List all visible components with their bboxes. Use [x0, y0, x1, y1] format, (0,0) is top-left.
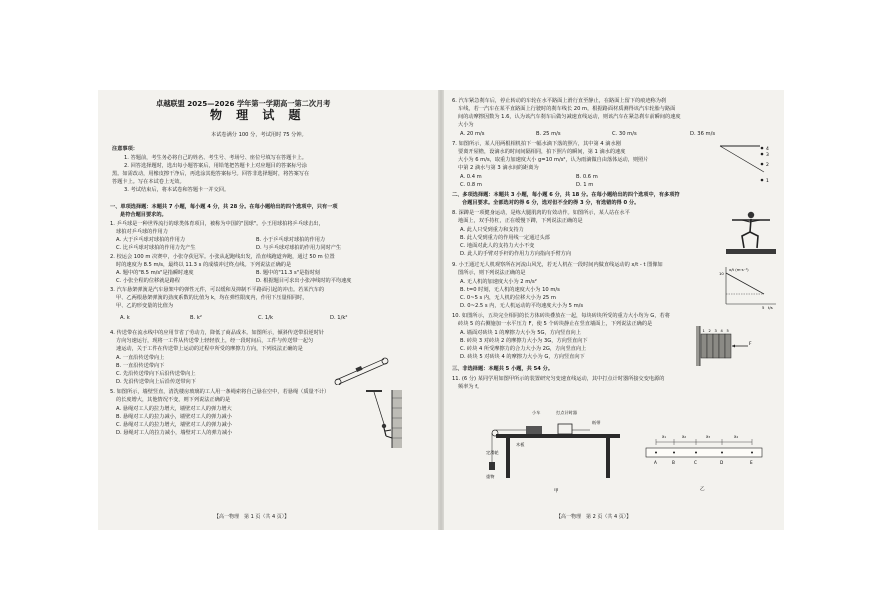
q6-stem: 间的动摩擦因数为 1.6，认为该汽车刹车后做匀减速直线运动，则该汽车在紧急刹车前瞬间的速度: [458, 114, 681, 120]
exam-page-2: [446, 90, 784, 530]
notes-line: 1. 答题前，考生务必将自己的姓名、考生号、考场号、座位号填写在答题卡上。: [124, 155, 307, 161]
figure-caption: 甲: [554, 489, 559, 494]
q2-option: A. 题中的"8.5 m/s"是指瞬时速度: [116, 270, 194, 276]
q7-option: D. 1 m: [576, 182, 594, 188]
q5-option: A. 悬绳对工人的拉力增大，墙壁对工人的弹力增大: [116, 406, 232, 412]
q8-option: A. 此人只受到重力和支持力: [460, 227, 524, 233]
q5-option: D. 悬绳对工人的拉力减小，墙壁对工人的弹力减小: [116, 430, 233, 436]
q6-option: C. 30 m/s: [612, 131, 637, 137]
brick-label: 3: [714, 329, 717, 333]
water-drops-figure: [716, 142, 776, 188]
q4-stem: 4. 传送带在流水线中的应用节省了劳动力，降低了商品成本。如图所示，倾斜传送带沿逆时针: [110, 330, 325, 336]
squat-figure: [726, 206, 776, 256]
q6-stem: 车线，若一汽车在某平直路面上行驶时的刹车线长 20 m，根据路面材质测得该汽车轮胎与路面: [458, 106, 676, 112]
drop-label: 3: [766, 153, 769, 158]
q9-option: C. 0~5 s 内，无人机的位移大小为 25 m: [460, 295, 556, 301]
q4-stem: 速运动，关于工件在传送带上运动的过程中所受的摩擦力方向，下列说法正确的是: [116, 346, 303, 352]
exam-subject: 物 理 试 题: [210, 108, 306, 122]
section2-heading: 二、多项选择题：本题共 3 小题，每小题 6 分，共 18 分。在每小题给出的四个选项中，有多项符: [452, 192, 680, 198]
q6-stem: 大小为: [458, 122, 474, 128]
q5-stem: 的长度增大，其他情况不变，则下列说法正确的是: [116, 397, 231, 403]
notes-heading: 注意事项：: [112, 146, 138, 152]
q2-stem: 时的速度为 8.5 m/s，最终以 11.3 s 的成绩冲过终点线。下列说法正确的是: [116, 262, 292, 268]
q4-stem: 方向匀速运行，现将一工件从传送带上轻轻放上，经一段时间后，工件与传送带一起匀: [116, 338, 314, 344]
q6-stem: 6. 汽车紧急刹车后，停止转动的车轮在水平路面上滑行直至静止，在路面上留下的痕迹称为刹: [452, 98, 667, 104]
graph-tick-label: 10: [719, 271, 724, 276]
exam-page-1: [98, 90, 436, 530]
exam-title: 卓越联盟 2025—2026 学年第一学期高一第二次月考: [156, 99, 331, 108]
point-label: E: [750, 460, 753, 465]
q10-stem: 砖块 5 的右侧施加一水平压力 F，使 5 个砖块静止在竖直墙面上，下列说法正确的是: [458, 321, 653, 327]
graph-axis-label: t/s: [768, 305, 773, 310]
q1-stem: 1. 乒乓球是一种世界流行的球类体育项目，被称为中国的"国球"。小王用球拍将乒乓球击出，: [110, 221, 324, 227]
q10-option: B. 砖块 3 对砖块 2 的摩擦力大小为 3G，方向竖直向下: [460, 338, 588, 344]
q11-stem: 11. (6 分) 某同学用如图甲所示的装置研究匀变速直线运动，其中打点计时器所接交变电源的: [452, 376, 665, 382]
q3-stem: 甲、乙的形变量的比值为: [116, 303, 174, 309]
q8-option: B. 此人受到重力的作用线一定通过头部: [460, 235, 550, 241]
scanned-exam-sheet: [98, 90, 784, 530]
brick-label: 2: [708, 329, 711, 333]
q3-stem: 3. 汽车悬架弹簧是汽车悬架中的弹性元件，可以缓和及抑制不平路面引起的冲击。若某汽车的: [110, 287, 325, 293]
window-cleaner-figure: [356, 390, 404, 448]
q1-option: D. 与乒乓球对球拍的作用力同时产生: [256, 245, 342, 251]
section2-heading: 合题目要求。全部选对的得 6 分，选对但不全的得 3 分，有选错的得 0 分。: [462, 200, 640, 206]
page-footer: 【高一物理 第 2 页（共 4 页）】: [556, 514, 632, 520]
apparatus-label: 纸带: [592, 420, 601, 425]
section3-heading: 三、非选择题：本题共 5 小题，共 54 分。: [452, 366, 554, 372]
notes-line: 黑。如需改动，用橡皮擦干净后，再选涂其他答案标号。回答非选择题时，将答案写在: [112, 171, 310, 177]
xt-t-graph-figure: [718, 264, 780, 310]
q1-option: B. 小于乒乓球对球拍的作用力: [256, 237, 326, 243]
q7-stem: 要离开屋檐，设滴水的时间间隔相同，拍下照片的瞬间，第 1 滴水的速度: [458, 149, 626, 155]
q3-option: B. k²: [190, 315, 202, 321]
graph-tick-label: 5: [762, 305, 765, 310]
q2-option: C. 小张全程的位移就是路程: [116, 278, 180, 284]
page-gutter: [438, 90, 444, 530]
q1-stem: 球拍对乒乓球的作用力: [116, 229, 168, 235]
q6-option: B. 25 m/s: [536, 131, 561, 137]
q8-stem: 地面上，双手持杠，正在缓慢下蹲，下列说法正确的是: [458, 218, 583, 224]
q10-stem: 10. 如图所示，五块完全相同的长方体砖块叠放在一起，每块砖块所受的重力大小均为 G，若将: [452, 313, 670, 319]
q3-option: A. k: [120, 315, 130, 321]
q9-option: A. 无人机的加速度大小为 2 m/s²: [460, 279, 537, 285]
q8-option: D. 此人的手臂对手杆的作用力方向指向手臂方向: [460, 251, 572, 257]
point-label: D: [720, 460, 724, 465]
q10-option: C. 砖块 4 所受摩擦力的合力大小为 2G，方向竖直向上: [460, 346, 587, 352]
q10-option: D. 砖块 5 对砖块 4 的摩擦力大小为 G，方向竖直向下: [460, 354, 585, 360]
q5-option: C. 悬绳对工人的拉力增大，墙壁对工人的弹力减小: [116, 422, 232, 428]
q2-stem: 2. 校运会 100 m 决赛中，小张夺获冠军。小张从起跑线出发，沿直线跑道奔跑，通过 50 m 位置: [110, 254, 335, 260]
q7-option: B. 0.6 m: [576, 174, 598, 180]
section1-heading: 一、单项选择题：本题共 7 小题，每小题 4 分，共 28 分。在每小题给出的四个选项中，只有一项: [110, 204, 338, 210]
bricks-figure: [694, 326, 756, 366]
apparatus-label: 木板: [516, 442, 525, 447]
apparatus-label: 打点计时器: [556, 410, 577, 415]
q7-option: A. 0.4 m: [460, 174, 482, 180]
q7-stem: 中第 2 滴水与第 3 滴水间的距离为: [458, 165, 539, 171]
q9-option: D. 0~2.5 s 内，无人机运动的平均速度大小为 5 m/s: [460, 303, 584, 309]
point-label: C: [694, 460, 697, 465]
page-footer: 【高一物理 第 1 页（共 4 页）】: [214, 514, 290, 520]
q4-option: D. 先沿传送带向上后沿传送带向下: [116, 379, 196, 385]
conveyor-belt-figure: [330, 353, 392, 385]
notes-line: 答题卡上。写在本试卷上无效。: [112, 179, 185, 185]
apparatus-label: 定滑轮: [486, 450, 499, 455]
q7-option: C. 0.8 m: [460, 182, 482, 188]
figure-caption: 乙: [700, 487, 705, 492]
q2-option: D. 根据题目可求出小张冲线时的平均速度: [256, 278, 352, 284]
notes-line: 3. 考试结束后，将本试卷和答题卡一并交回。: [124, 187, 230, 193]
drop-label: 1: [766, 179, 769, 184]
q11-stem: 频率为 f。: [458, 384, 483, 390]
q1-option: C. 比乒乓球对球拍的作用力先产生: [116, 245, 196, 251]
q4-option: C. 先沿传送带向下后沿传送带向上: [116, 371, 196, 377]
q6-option: D. 36 m/s: [690, 131, 716, 137]
q7-stem: 大小为 6 m/s，取重力加速度大小 g=10 m/s²，认为雨滴做自由落体运动，则照片: [458, 157, 649, 163]
q9-stem: 图所示，则下列说法正确的是: [458, 270, 526, 276]
q5-stem: 5. 如图所示，墙壁竖直，清洗楼房玻璃的工人用一条绳索将自己悬在空中，若悬绳（质量不计）: [110, 389, 330, 395]
point-label: B: [672, 460, 675, 465]
q5-option: B. 悬绳对工人的拉力减小，墙壁对工人的弹力减小: [116, 414, 232, 420]
segment-label: x₁: [662, 434, 666, 439]
q4-option: A. 一直沿传送带向上: [116, 355, 165, 361]
q8-stem: 8. 深蹲是一项健身运动，是练大腿肌肉的有效动作。如图所示，某人站在水平: [452, 210, 630, 216]
segment-label: x₃: [706, 434, 710, 439]
drop-label: 4: [766, 147, 769, 152]
q6-option: A. 20 m/s: [460, 131, 485, 137]
q2-option: B. 题中的"11.3 s"是指时刻: [256, 270, 320, 276]
segment-label: x₂: [682, 434, 686, 439]
segment-label: x₄: [734, 434, 738, 439]
force-label: F: [749, 342, 752, 347]
paper-tape-figure: [644, 428, 764, 496]
graph-axis-label: x/t (m·s⁻¹): [729, 267, 749, 272]
q7-stem: 7. 如图所示，某人用两根相机拍下一幅水滴下落的照片，其中第 4 滴水刚: [452, 141, 621, 147]
q8-option: C. 地面对此人的支持力大小不变: [460, 243, 535, 249]
q9-stem: 9. 小王通过无人机观察所在河流山风光，若无人机在一段时间内做直线运动的 x/t - t 图像如: [452, 262, 663, 268]
q9-option: B. t=0 时刻，无人机的速度大小为 10 m/s: [460, 287, 560, 293]
drop-label: 2: [766, 163, 769, 168]
q3-option: D. 1/k²: [330, 315, 348, 321]
exam-info: 本试卷满分 100 分，考试用时 75 分钟。: [211, 132, 307, 138]
section1-heading: 是符合题目要求的。: [120, 212, 167, 218]
apparatus-label: 重物: [486, 474, 495, 479]
q1-option: A. 大于乒乓球对球拍的作用力: [116, 237, 186, 243]
track-apparatus-figure: [486, 402, 636, 494]
brick-label: 4: [720, 329, 723, 333]
apparatus-label: 小车: [532, 410, 541, 415]
q10-option: A. 墙面对砖块 1 的摩擦力大小为 5G，方向竖直向上: [460, 330, 581, 336]
brick-label: 5: [726, 329, 729, 333]
q3-stem: 甲、乙两根悬架弹簧的劲度系数的比值为 k，均在弹性限度内，作用下压量相同时，: [116, 295, 308, 301]
notes-line: 2. 回答选择题时，选出每小题答案后，用铅笔把答题卡上对应题目的答案标号涂: [124, 163, 307, 169]
point-label: A: [654, 460, 657, 465]
brick-label: 1: [702, 329, 705, 333]
q3-option: C. 1/k: [258, 315, 273, 321]
q4-option: B. 一直沿传送带向下: [116, 363, 165, 369]
